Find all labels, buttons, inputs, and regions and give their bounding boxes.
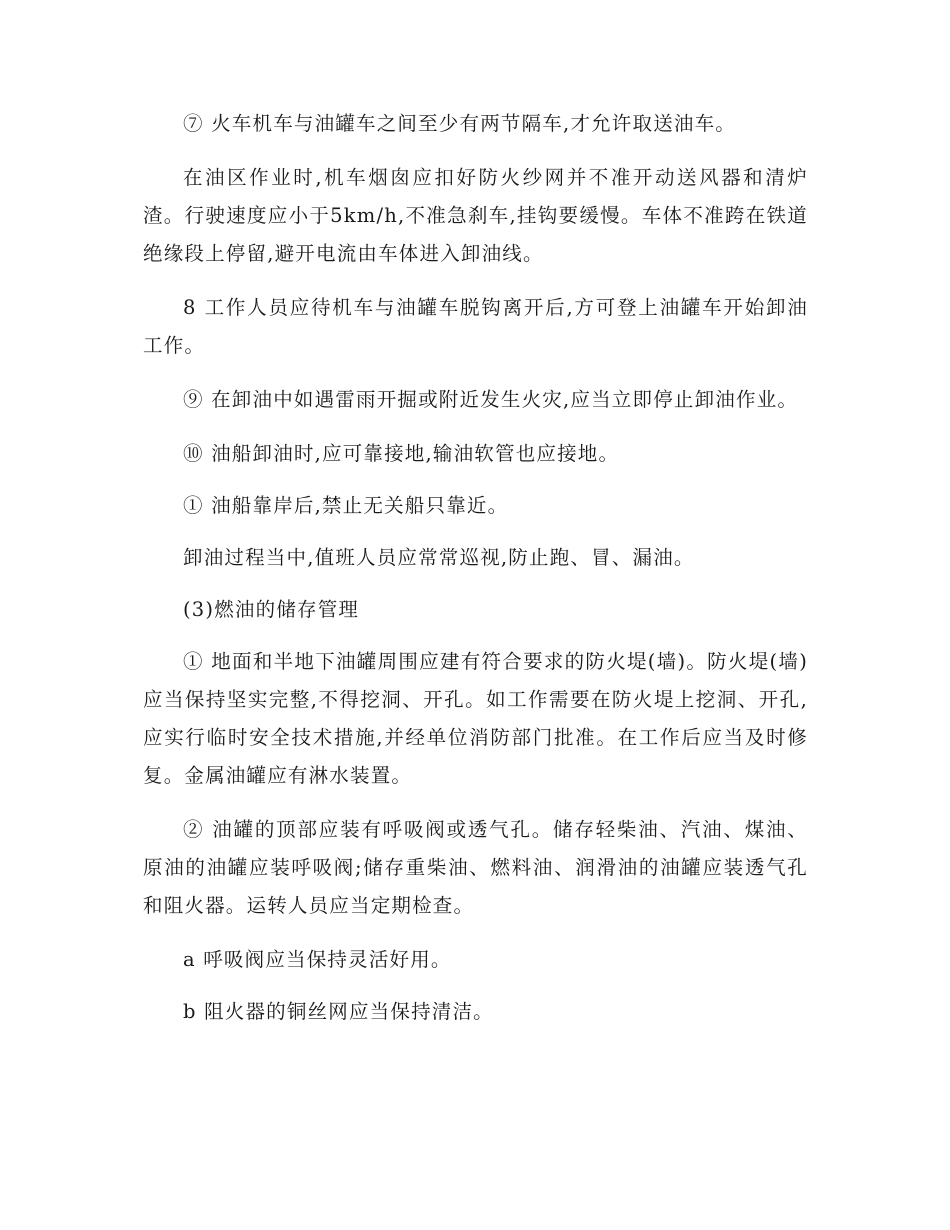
paragraph-patrol: 卸油过程当中,值班人员应常常巡视,防止跑、冒、漏油。 <box>183 546 695 569</box>
paragraph-8: 8 工作人员应待机车与油罐车脱钩离开后,方可登上油罐车开始卸油工作。 <box>143 296 808 357</box>
paragraph-storage-1: ① 地面和半地下油罐周围应建有符合要求的防火堤(墙)。防火堤(墙)应当保持坚实完整,不得挖洞、开孔。如工作需要在防火堤上挖洞、开孔,应实行临时安全技术措施,并经单位消防部门批准。在工作后应当及时修复。金属油罐应有淋水装置。 <box>143 650 808 787</box>
paragraph-11: ① 油船靠岸后,禁止无关船只靠近。 <box>183 494 509 517</box>
paragraph-7: ⑦ 火车机车与油罐车之间至少有两节隔车,才允许取送油车。 <box>183 112 736 135</box>
paragraph-storage-b: b 阻火器的铜丝网应当保持清洁。 <box>183 1000 494 1023</box>
paragraph-storage-2: ② 油罐的顶部应装有呼吸阀或透气孔。储存轻柴油、汽油、煤油、原油的油罐应装呼吸阀;储存重柴油、燃料油、润滑油的油罐应装透气孔和阻火器。运转人员应当定期检查。 <box>143 818 808 917</box>
paragraph-10: ⑩ 油船卸油时,应可靠接地,输油软管也应接地。 <box>183 442 620 465</box>
paragraph-9: ⑨ 在卸油中如遇雷雨开掘或附近发生火灾,应当立即停止卸油作业。 <box>183 388 799 411</box>
section-heading-storage: (3)燃油的储存管理 <box>183 598 360 621</box>
paragraph-oil-area-operation: 在油区作业时,机车烟囱应扣好防火纱网并不准开动送风器和清炉渣。行驶速度应小于5km/h,不准急刹车,挂钩要缓慢。车体不准跨在铁道绝缘段上停留,避开电流由车体进入卸油线。 <box>143 166 808 265</box>
paragraph-storage-a: a 呼吸阀应当保持灵活好用。 <box>183 948 452 971</box>
document-body <box>143 105 808 1045</box>
